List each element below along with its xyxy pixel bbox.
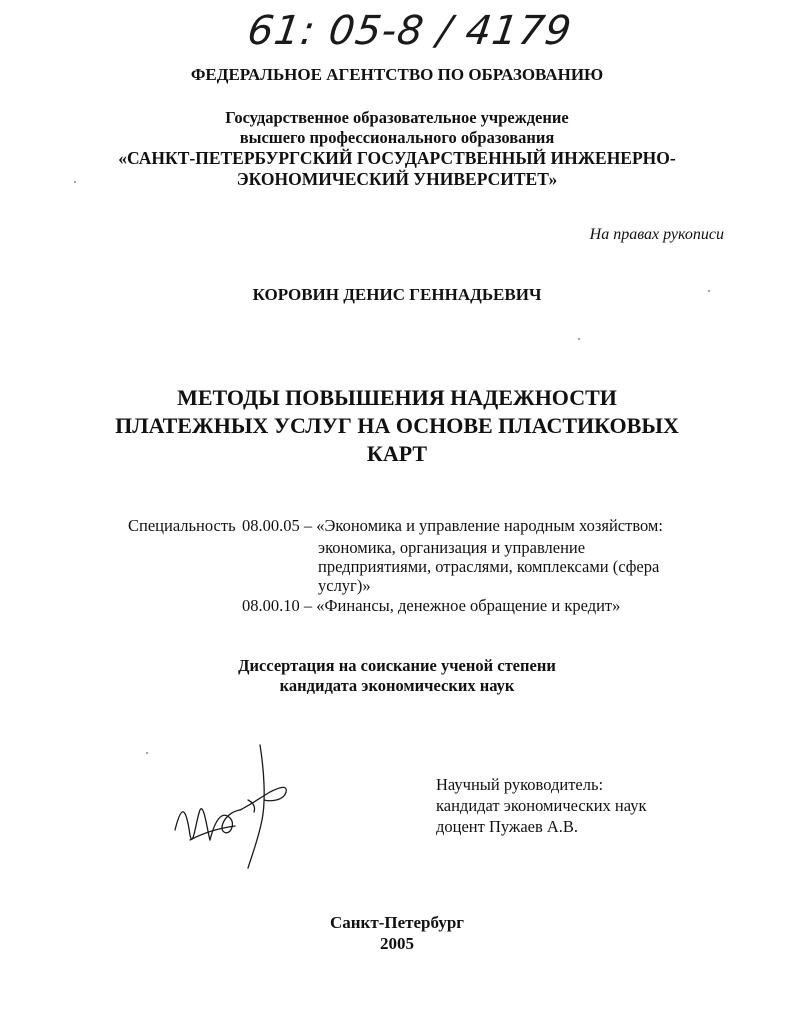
scan-speck xyxy=(74,181,76,183)
specialty-label: Специальность xyxy=(128,516,236,535)
degree-line-2: кандидата экономических наук xyxy=(279,676,515,695)
scan-speck xyxy=(708,290,710,292)
specialty-1-line-2: экономика, организация и управление xyxy=(318,538,586,557)
supervisor-line-1: Научный руководитель: xyxy=(436,775,604,794)
title-line-2: ПЛАТЕЖНЫХ УСЛУГ НА ОСНОВЕ ПЛАСТИКОВЫХ xyxy=(115,413,679,438)
supervisor-line-3: доцент Пужаев А.В. xyxy=(436,817,579,836)
specialty-1-continuation xyxy=(318,538,718,595)
institution-block xyxy=(0,108,794,190)
specialty-1-line-3: предприятиями, отраслями, комплексами (сфера xyxy=(318,557,660,576)
title-line-3: КАРТ xyxy=(366,441,428,466)
supervisor-block xyxy=(436,774,646,837)
city: Санкт-Петербург xyxy=(329,913,465,932)
degree-statement xyxy=(0,656,794,696)
institution-line-1: Государственное образовательное учреждение xyxy=(225,108,569,127)
dissertation-title xyxy=(0,384,794,468)
place-year-block xyxy=(0,912,794,954)
institution-line-2: высшего профессионального образования xyxy=(239,128,555,147)
specialty-1: 08.00.05 – «Экономика и управление народным хозяйством: xyxy=(242,516,663,535)
specialty-1-line-4: услуг)» xyxy=(318,576,371,595)
author-name: КОРОВИН ДЕНИС ГЕННАДЬЕВИЧ xyxy=(252,285,542,304)
degree-line-1: Диссертация на соискание ученой степени xyxy=(238,656,556,675)
institution-line-3: «САНКТ-ПЕТЕРБУРГСКИЙ ГОСУДАРСТВЕННЫЙ ИНЖЕНЕРНО- xyxy=(118,148,676,168)
agency-heading: ФЕДЕРАЛЬНОЕ АГЕНТСТВО ПО ОБРАЗОВАНИЮ xyxy=(190,65,604,84)
year: 2005 xyxy=(380,934,414,953)
scan-speck xyxy=(146,752,148,754)
institution-line-4: ЭКОНОМИЧЕСКИЙ УНИВЕРСИТЕТ» xyxy=(236,169,558,189)
scan-speck xyxy=(578,338,580,340)
rights-note: На правах рукописи xyxy=(589,226,724,243)
archive-stamp: 61: 05-8 / 4179 xyxy=(244,8,575,54)
signature-image xyxy=(160,740,310,880)
specialty-2: 08.00.10 – «Финансы, денежное обращение и кредит» xyxy=(242,596,621,615)
title-line-1: МЕТОДЫ ПОВЫШЕНИЯ НАДЕЖНОСТИ xyxy=(177,385,617,410)
supervisor-line-2: кандидат экономических наук xyxy=(436,796,647,815)
